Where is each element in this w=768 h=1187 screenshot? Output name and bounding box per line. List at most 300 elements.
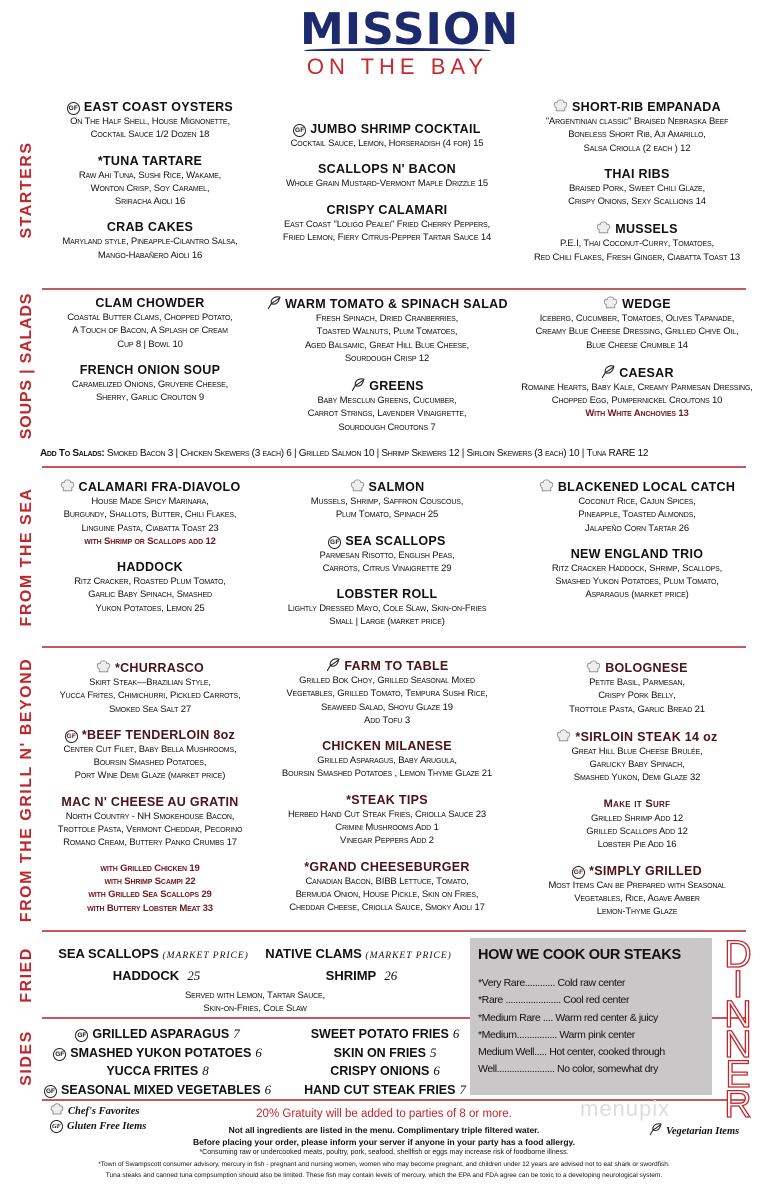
- section-label-soups-salads: SOUPS | SALADS: [18, 292, 35, 440]
- menu-item: [512, 98, 762, 155]
- gratuity-notice: 20% Gratuity will be added to parties of 8 or more.: [256, 1108, 512, 1120]
- side-item: [44, 1044, 271, 1063]
- item-description: [45, 311, 255, 351]
- description-line: Ritz Cracker, Roasted Plum Tomato,: [74, 576, 226, 588]
- item-name: CLAM CHOWDER: [95, 296, 205, 310]
- item-description: [512, 676, 762, 716]
- description-line: Crimini Mushrooms Add 1: [335, 822, 439, 834]
- section-label-fried: FRIED: [18, 947, 35, 1003]
- fried-item-name: SHRIMP: [325, 968, 377, 983]
- fried-section: [50, 944, 460, 1016]
- menu-column: [45, 478, 255, 627]
- dinner-letter: N: [724, 994, 752, 1036]
- item-description: [45, 115, 255, 142]
- description-line: Aged Balsamic, Great Hill Blue Cheese,: [304, 339, 470, 351]
- menu-column: [262, 657, 512, 927]
- description-line: Smashed Yukon Potatoes, Plum Tomato,: [555, 576, 719, 588]
- menu-item: [262, 534, 512, 576]
- menu-column: [45, 100, 255, 274]
- item-description: [45, 235, 255, 262]
- menu-column: [45, 296, 255, 416]
- menu-item: [262, 587, 512, 629]
- menu-item: [512, 864, 762, 919]
- description-line: Petite Basil, Parmesan,: [589, 677, 685, 688]
- item-name: *STEAK TIPS: [346, 792, 428, 807]
- item-name: *SIRLOIN STEAK 14 oz: [575, 729, 718, 744]
- menu-item: [45, 363, 255, 405]
- side-item: [304, 1081, 466, 1100]
- section-label-sides: SIDES: [18, 1030, 35, 1086]
- item-name-row: [512, 167, 762, 182]
- description-line: Smashed Yukon, Demi Glaze 32: [573, 772, 701, 784]
- description-line: Trottole Pasta, Vermont Cheddar, Pecorino: [57, 824, 243, 836]
- footer-ingredients: Not all ingredients are listed in the menu. Complimentary triple filtered water.: [228, 1125, 540, 1135]
- doneness-row: Medium Well..... Hot center, cooked through: [478, 1046, 665, 1059]
- menu-item: [262, 657, 512, 727]
- menu-item: [512, 547, 762, 602]
- chef-hat-icon: [539, 478, 554, 493]
- legend-veg-label: Vegetarian Items: [666, 1126, 740, 1137]
- item-description: [262, 137, 512, 150]
- menu-item: [45, 220, 255, 262]
- item-name: SALMON: [368, 480, 425, 494]
- doneness-row: *Very Rare............ Cold raw center: [478, 977, 626, 989]
- menu-item: [45, 154, 255, 209]
- description-line: Seaweed Salad, Shoyu Glaze 19: [321, 701, 453, 713]
- gluten-free-icon: GF: [75, 1029, 88, 1042]
- menu-item: [512, 364, 762, 421]
- menu-column: [512, 659, 762, 931]
- fried-item-name: SEA SCALLOPS: [58, 946, 159, 961]
- side-item-name: HAND CUT STEAK FRIES: [304, 1082, 456, 1097]
- item-description: [262, 602, 512, 629]
- description-line: Raw Ahi Tuna, Sushi Rice, Wakame,: [78, 169, 222, 181]
- side-item-name: SWEET POTATO FRIES: [310, 1027, 449, 1041]
- description-line: House Made Spicy Marinara,: [91, 496, 209, 507]
- gluten-free-icon: GF: [50, 1120, 63, 1133]
- item-description: [45, 575, 255, 615]
- menu-item: [512, 295, 762, 352]
- item-name-row: [512, 659, 762, 676]
- description-line: Canadian Bacon, BIBB Lettuce, Tomato,: [305, 875, 469, 887]
- dinner-letter: D: [724, 934, 752, 976]
- menu-item: [262, 739, 512, 781]
- menu-column: [262, 295, 512, 446]
- description-line: Center Cut Filet, Baby Bella Mushrooms,: [63, 743, 237, 755]
- chef-hat-icon: [350, 478, 365, 493]
- item-name-row: [512, 864, 762, 879]
- description-line: Salsa Criolla (2 each ) 12: [583, 142, 691, 154]
- item-name: MAC N' CHEESE AU GRATIN: [61, 794, 239, 809]
- menu-item: [262, 793, 512, 848]
- description-line: Burgundy, Shallots, Butter, Chili Flakes,: [63, 509, 237, 521]
- item-name: *BEEF TENDERLOIN 8oz: [81, 727, 236, 742]
- menu-item: [512, 220, 762, 264]
- menu-item: [262, 122, 512, 150]
- item-name: CALAMARI FRA-DIAVOLO: [78, 480, 241, 494]
- item-name: CAESAR: [619, 365, 674, 380]
- description-line: Grilled Asparagus, Baby Arugula,: [317, 755, 457, 767]
- footer-raw-warning: *Consuming raw or undercooked meats, poultry, pork, seafood, shellfish or eggs may increase risk of foodborne illness.: [199, 1149, 569, 1156]
- item-addon-note: with Grilled Chicken 19: [100, 862, 200, 874]
- item-name: SEA SCALLOPS: [345, 533, 446, 548]
- item-name-row: [262, 377, 512, 394]
- item-description: [45, 169, 255, 209]
- add-to-salads-label: Add To Salads:: [40, 448, 105, 459]
- description-line: Cup 8 | Bowl 10: [117, 338, 183, 350]
- footer-mercury-advisory: *Town of Swampscott consumer advisory, mercury in fish - pregnant and nursing women, women who may become pregnant, and children under 12 years are advised not to eat shark or swordfish.: [98, 1161, 670, 1168]
- menu-item: [262, 860, 512, 915]
- item-name: WARM TOMATO & SPINACH SALAD: [285, 297, 508, 311]
- doneness-row: *Medium................ Warm pink center: [478, 1028, 635, 1041]
- description-line: Crispy Onions, Sexy Scallions 14: [568, 196, 706, 208]
- divider: [42, 466, 746, 468]
- side-item-name: CRISPY ONIONS: [330, 1064, 430, 1078]
- description-line: Yucca Frites, Chimichurri, Pickled Carrots,: [59, 690, 241, 702]
- item-name-row: [45, 478, 255, 495]
- add-to-salads-options: Smoked Bacon 3 | Chicken Skewers (3 each) 6 | Grilled Salmon 10 | Shrimp Skewers 12 | Sirloin Skewers (3 each) 10 | Tuna RARE 12: [106, 448, 649, 459]
- item-name-row: [512, 220, 762, 237]
- description-line: Sourdough Croutons 7: [338, 421, 436, 433]
- side-item: [44, 1062, 271, 1081]
- side-item-price: 6: [433, 1063, 440, 1078]
- item-description: [45, 862, 255, 915]
- restaurant-logo: [300, 4, 520, 79]
- item-name: BOLOGNESE: [605, 661, 688, 675]
- item-description: [262, 754, 512, 781]
- item-description: [512, 312, 762, 352]
- side-item-price: 6: [255, 1044, 262, 1060]
- menu-column: [512, 98, 762, 276]
- side-item-price: 5: [429, 1044, 437, 1060]
- item-description: [262, 549, 512, 576]
- doneness-row: *Rare ...................... Cool red center: [478, 994, 630, 1007]
- item-name: CRAB CAKES: [106, 220, 194, 235]
- item-name-row: [262, 162, 512, 177]
- description-line: Pineapple, Toasted Almonds,: [578, 509, 696, 521]
- fried-item: [113, 966, 200, 985]
- description-line: Cocktail Sauce 1/2 Dozen 18: [90, 129, 210, 141]
- description-line: Ritz Cracker Haddock, Shrimp, Scallops,: [551, 562, 723, 574]
- dinner-vertical-title: [721, 934, 755, 1126]
- side-item-price: 7: [233, 1026, 240, 1041]
- description-line: Fresh Spinach, Dried Cranberries,: [315, 313, 459, 324]
- item-name-row: [262, 587, 512, 602]
- legend-chef-label: Chef's Favorites: [68, 1106, 140, 1117]
- fried-item-price: 25: [187, 968, 201, 983]
- menu-column: [512, 478, 762, 614]
- item-addon-note: With White Anchovies 13: [585, 408, 689, 420]
- description-line: Boursin Smashed Potatoes , Lemon Thyme Glaze 21: [281, 768, 493, 780]
- description-line: Blue Cheese Crumble 14: [586, 339, 688, 351]
- item-name-row: [45, 728, 255, 743]
- fried-item-name: NATIVE CLAMS: [265, 946, 362, 961]
- footer-tuna-advisory: Tuna steaks and canned tuna compsumption should also be limited. These fish may contain levels of mercury, which the EPA and FDA agree can be toxic to a developing neurological system.: [105, 1172, 663, 1179]
- item-addon-note: with Shrimp Scampi 22: [104, 875, 196, 887]
- description-line: Skin-on-Fries, Cole Slaw: [203, 1003, 307, 1015]
- divider: [42, 646, 746, 648]
- item-description: [262, 394, 512, 434]
- menu-item: [512, 659, 762, 716]
- fried-item-price: (MARKET PRICE): [365, 951, 452, 961]
- description-line: Garlic Baby Spinach, Smashed: [88, 589, 212, 601]
- gluten-free-icon: GF: [53, 1048, 66, 1061]
- item-description: [45, 378, 255, 405]
- item-name-row: [45, 296, 255, 311]
- item-name: *GRAND CHEESEBURGER: [304, 859, 470, 874]
- description-line: Chopped Egg, Pumpernickel Croutons 10: [551, 395, 723, 407]
- description-line: Whole Grain Mustard-Vermont Maple Drizzle 15: [285, 178, 489, 190]
- description-line: Maryland style, Pineapple-Cilantro Salsa,: [62, 236, 238, 248]
- menu-item: [45, 296, 255, 351]
- item-addon-note: with Buttery Lobster Meat 33: [87, 902, 213, 914]
- gluten-free-icon: GF: [328, 536, 341, 549]
- item-name: *SIMPLY GRILLED: [589, 863, 702, 878]
- side-item-price: 6: [452, 1026, 460, 1041]
- item-description: [262, 808, 512, 848]
- description-line: Sriracha Aioli 16: [114, 196, 186, 208]
- description-line: Caramelized Onions, Gruyere Cheese,: [71, 378, 229, 390]
- menu-item: [512, 167, 762, 209]
- description-line: Grilled Scallops Add 12: [586, 826, 688, 838]
- description-line: Great Hill Blue Cheese Brulée,: [571, 745, 703, 757]
- description-line: P.E.I, Thai Coconut-Curry, Tomatoes,: [559, 238, 715, 250]
- description-line: Sourdough Crisp 12: [344, 352, 430, 364]
- gluten-free-icon: GF: [44, 1085, 57, 1098]
- side-item-name: YUCCA FRITES: [106, 1064, 199, 1078]
- side-item: [44, 1025, 271, 1044]
- menu-item: [45, 728, 255, 783]
- menu-item: [262, 295, 512, 365]
- item-name-row: [45, 363, 255, 378]
- gluten-free-icon: GF: [65, 730, 78, 743]
- item-description: [512, 381, 762, 421]
- description-line: Grilled Shrimp Add 12: [590, 812, 684, 824]
- add-to-salads: [40, 448, 750, 459]
- dinner-letter: I: [732, 964, 744, 1006]
- menu-column: [512, 295, 762, 433]
- item-heading-note: Make it Surf: [603, 797, 671, 810]
- menu-item: [45, 659, 255, 716]
- logo-on-the-bay: ON THE BAY: [306, 54, 489, 79]
- description-line: On The Half Shell, House Mignonette,: [70, 116, 230, 127]
- menu-column: [262, 122, 512, 256]
- side-item: [304, 1025, 466, 1044]
- menu-item: [262, 162, 512, 190]
- chef-hat-icon: [60, 478, 75, 493]
- item-name-row: [512, 478, 762, 495]
- description-line: Parmesan Risotto, English Peas,: [319, 549, 455, 561]
- item-addon-note: with Shrimp or Scallops add 12: [84, 535, 216, 547]
- menu-item: [262, 377, 512, 434]
- menu-item: [45, 795, 255, 850]
- item-name-row: [262, 657, 512, 674]
- item-name-row: [45, 659, 255, 676]
- chef-hat-icon: [556, 728, 571, 743]
- description-line: Crispy Pork Belly,: [598, 690, 676, 702]
- item-name-row: [45, 154, 255, 169]
- fried-description: [50, 989, 460, 1016]
- description-line: Boursin Smashed Potatoes,: [93, 757, 207, 769]
- description-line: East Coast "Loligo Pealei" Fried Cherry Peppers,: [283, 218, 491, 230]
- description-line: Herbed Hand Cut Steak Fries, Criolla Sauce 23: [287, 808, 487, 820]
- item-name: MUSSELS: [615, 222, 678, 237]
- item-description: [512, 745, 762, 785]
- description-line: Grilled Bok Choy, Grilled Seasonal Mixed: [299, 675, 475, 686]
- item-name-row: [512, 364, 762, 381]
- item-name: GREENS: [369, 379, 424, 394]
- item-description: [512, 115, 762, 155]
- item-description: [262, 495, 512, 522]
- item-name-row: [262, 860, 512, 875]
- chef-hat-icon: [96, 659, 111, 674]
- section-label-starters: STARTERS: [18, 141, 35, 239]
- description-line: Carrots, Citrus Vinaigrette 29: [322, 562, 452, 574]
- section-label-grill: FROM THE GRILL N' BEYOND: [18, 657, 35, 923]
- item-name-row: [262, 793, 512, 808]
- item-description: [262, 218, 512, 245]
- item-name: SCALLOPS N' BACON: [318, 162, 456, 177]
- chef-hat-icon: [603, 295, 618, 310]
- item-name-row: [512, 98, 762, 115]
- item-name: CRISPY CALAMARI: [326, 202, 448, 217]
- dinner-letter: R: [724, 1084, 752, 1126]
- description-line: A Touch of Bacon, A Splash of Cream: [72, 325, 228, 337]
- fried-item-price: 26: [384, 968, 398, 983]
- fried-item-name: HADDOCK: [112, 968, 180, 983]
- description-line: Braised Pork, Sweet Chili Glaze,: [568, 182, 706, 194]
- side-item: [304, 1044, 466, 1063]
- item-description: [512, 495, 762, 535]
- description-line: Carrot Strings, Lavender Vinaigrette,: [307, 408, 467, 420]
- leaf-icon: [325, 657, 340, 672]
- item-description: [512, 879, 762, 919]
- item-name: FARM TO TABLE: [344, 659, 449, 673]
- description-line: Coastal Butter Clams, Chopped Potato,: [67, 312, 233, 323]
- item-name-row: [262, 295, 512, 312]
- menu-item: [45, 478, 255, 548]
- description-line: Yukon Potatoes, Lemon 25: [95, 602, 205, 614]
- item-name: BLACKENED LOCAL CATCH: [557, 480, 736, 494]
- menu-column: [45, 659, 255, 927]
- description-line: Vegetables, Rice, Agave Amber: [574, 892, 700, 904]
- description-line: Port Wine Demi Glaze (market price): [74, 770, 226, 782]
- description-line: "Argentinian classic" Braised Nebraska Beef: [545, 116, 729, 127]
- item-name-row: [45, 220, 255, 235]
- item-name-row: [262, 478, 512, 495]
- menu-item: [512, 728, 762, 785]
- dinner-letter: E: [725, 1054, 751, 1096]
- description-line: North Country - NH Smokehouse Bacon,: [65, 810, 235, 822]
- item-description: [512, 562, 762, 602]
- item-name: CHICKEN MILANESE: [322, 739, 452, 754]
- description-line: Small | Large (market price): [329, 616, 445, 628]
- description-line: Most Items Can be Prepared with Seasonal: [548, 879, 726, 891]
- description-line: Bermuda Onion, House Pickle, Skin on Fries,: [295, 888, 479, 900]
- description-line: Baby Mesclun Greens, Cucumber,: [317, 395, 457, 407]
- fried-item: [326, 966, 398, 985]
- item-description: [512, 237, 762, 264]
- side-item-price: 8: [202, 1063, 209, 1078]
- item-name: THAI RIBS: [604, 166, 670, 181]
- footer-allergy: Before placing your order, please inform your server if anyone in your party has a food allergy.: [193, 1137, 575, 1147]
- description-line: Plum Tomato, Spinach 25: [335, 509, 439, 521]
- item-name: *CHURRASCO: [114, 661, 205, 675]
- doneness-row: Well....................... No color, somewhat dry: [478, 1063, 658, 1076]
- description-line: Asparagus (market price): [585, 589, 689, 601]
- item-name-row: [262, 739, 512, 754]
- logo-mission: MISSION: [300, 4, 520, 55]
- leaf-icon: [600, 364, 615, 379]
- item-description: [45, 810, 255, 850]
- fried-item-price: (MARKET PRICE): [162, 951, 249, 961]
- steak-doneness-box: [470, 938, 712, 1095]
- description-line: Garlicky Baby Spinach,: [589, 759, 685, 771]
- section-label-sea: FROM THE SEA: [18, 487, 35, 627]
- item-name-row: [512, 728, 762, 745]
- description-line: Vinegar Peppers Add 2: [340, 835, 434, 847]
- description-line: Cheddar Cheese, Criolla Sauce, Smoky Aioli 17: [289, 902, 485, 914]
- fried-item: [265, 944, 452, 966]
- item-name: JUMBO SHRIMP COCKTAIL: [310, 122, 481, 136]
- description-line: Wonton Crisp, Soy Caramel,: [90, 182, 210, 194]
- item-name-row: [512, 295, 762, 312]
- description-line: Mussels, Shrimp, Saffron Couscous,: [310, 496, 464, 507]
- description-line: Trottole Pasta, Garlic Bread 21: [569, 703, 705, 715]
- item-name: HADDOCK: [117, 560, 183, 575]
- item-description: [45, 676, 255, 716]
- description-line: Vegetables, Grilled Tomato, Tempura Sushi Rice,: [286, 688, 488, 700]
- item-description: [262, 177, 512, 190]
- item-description: [512, 812, 762, 852]
- description-line: Boneless Short Rib, Aji Amarillo,: [568, 129, 706, 141]
- menu-item: [512, 478, 762, 535]
- gluten-free-icon: GF: [67, 102, 80, 115]
- description-line: Lobster Pie Add 16: [597, 839, 677, 851]
- description-line: Red Chili Flakes, Fresh Ginger, Ciabatta Toast 13: [533, 251, 741, 263]
- item-name-row: [45, 795, 255, 810]
- description-line: Fried Lemon, Fiery Citrus-Pepper Tartar Sauce 14: [282, 231, 492, 243]
- doneness-row: *Medium Rare .... Warm red center & juicy: [478, 1011, 658, 1024]
- description-line: Toasted Walnuts, Plum Tomatoes,: [316, 326, 458, 338]
- menu-item: [262, 203, 512, 245]
- gluten-free-icon: GF: [293, 124, 306, 137]
- item-description: [45, 495, 255, 548]
- description-line: Cocktail Sauce, Lemon, Horseradish (4 for) 15: [290, 138, 484, 149]
- item-name: LOBSTER ROLL: [336, 587, 438, 602]
- item-name-row: [45, 560, 255, 575]
- item-name-row: [262, 203, 512, 218]
- item-name: NEW ENGLAND TRIO: [570, 546, 704, 561]
- description-line: Creamy Blue Cheese Dressing, Grilled Chive Oil,: [535, 326, 739, 338]
- sides-column: [44, 1025, 271, 1099]
- item-name-row: [262, 534, 512, 549]
- side-item-name: SKIN ON FRIES: [333, 1045, 426, 1060]
- item-name: SHORT-RIB EMPANADA: [572, 100, 721, 114]
- description-line: Jalapeño Corn Tartar 26: [585, 522, 689, 534]
- gluten-free-icon: GF: [572, 866, 585, 879]
- legend-gf-label: Gluten Free Items: [67, 1121, 147, 1132]
- description-line: Coconut Rice, Cajun Spices,: [578, 496, 696, 507]
- description-line: Smoked Sea Salt 27: [108, 703, 192, 715]
- side-item-name: SMASHED YUKON POTATOES: [70, 1045, 252, 1060]
- item-name: FRENCH ONION SOUP: [79, 362, 221, 377]
- menu-item: [45, 560, 255, 615]
- menu-item: [45, 100, 255, 142]
- side-item-name: GRILLED ASPARAGUS: [92, 1027, 230, 1041]
- side-item-name: SEASONAL MIXED VEGETABLES: [61, 1082, 261, 1097]
- menu-item: [512, 797, 762, 852]
